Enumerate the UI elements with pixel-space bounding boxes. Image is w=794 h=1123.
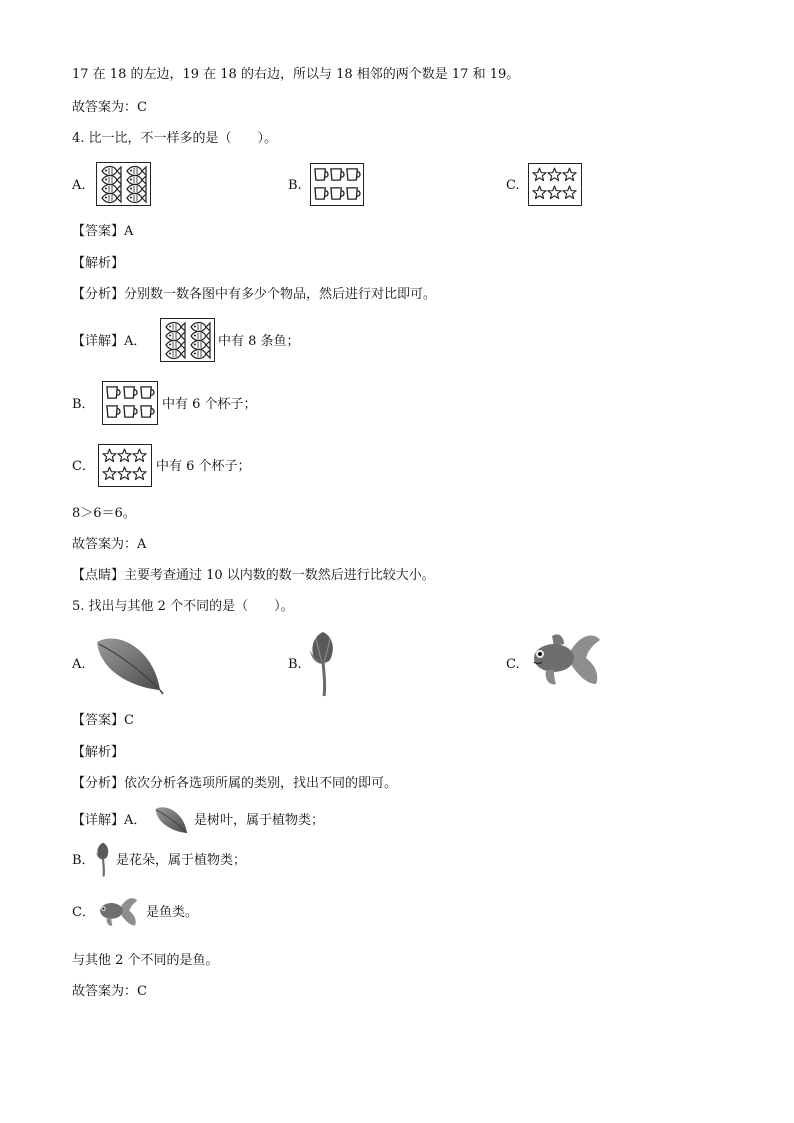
q4-analysis-header: 【解析】 bbox=[72, 256, 125, 271]
q4-detail-c-prefix: C． bbox=[72, 459, 95, 474]
q5-detail-a-prefix: 【详解】A． bbox=[72, 813, 147, 828]
q5-detail-b-flower-bud-picture bbox=[94, 840, 112, 878]
q4-detail-b-text: 中有 6 个杯子； bbox=[162, 397, 257, 412]
q5-answer: 【答案】C bbox=[72, 713, 134, 728]
q5-detail-a-text: 是树叶，属于植物类； bbox=[194, 813, 325, 828]
q4-tip: 【点睛】主要考查通过 10 以内数的数一数然后进行比较大小。 bbox=[72, 568, 435, 583]
q5-option-b-label: B. bbox=[288, 657, 302, 672]
q5-analysis: 【分析】依次分析各选项所属的类别，找出不同的即可。 bbox=[72, 776, 398, 791]
q5-conclusion: 与其他 2 个不同的是鱼。 bbox=[72, 953, 219, 968]
q5-detail-c-goldfish-picture bbox=[94, 894, 140, 930]
q4-comparison: 8＞6＝6。 bbox=[72, 506, 136, 521]
prev-explanation: 17 在 18 的左边，19 在 18 的右边，所以与 18 相邻的两个数是 17 和 19。 bbox=[72, 67, 520, 82]
q5-option-c-label: C. bbox=[506, 657, 520, 672]
q4-analysis: 【分析】分别数一数各图中有多少个物品，然后进行对比即可。 bbox=[72, 287, 437, 302]
q4-option-b-cups-picture bbox=[310, 163, 364, 206]
q5-option-c-goldfish-picture bbox=[524, 628, 604, 692]
q4-option-c-stars-picture bbox=[528, 163, 582, 206]
q5-option-b-flower-bud-picture bbox=[306, 628, 340, 698]
q4-option-a-fish-picture bbox=[96, 162, 151, 206]
q5-analysis-header: 【解析】 bbox=[72, 745, 125, 760]
q4-option-a-label: A. bbox=[72, 178, 86, 193]
q5-option-a-label: A. bbox=[72, 657, 86, 672]
q5-detail-b-text: 是花朵，属于植物类； bbox=[116, 853, 247, 868]
q4-detail-a-text: 中有 8 条鱼； bbox=[218, 334, 300, 349]
q5-option-a-leaf-picture bbox=[94, 632, 166, 696]
q5-detail-c-prefix: C． bbox=[72, 905, 95, 920]
q4-detail-b-prefix: B． bbox=[72, 397, 95, 412]
q5-detail-b-prefix: B． bbox=[72, 853, 95, 868]
q4-final-answer: 故答案为：A bbox=[72, 537, 147, 552]
q5-detail-c-text: 是鱼类。 bbox=[146, 905, 199, 920]
q4-answer: 【答案】A bbox=[72, 224, 134, 239]
q5-detail-a-leaf-picture bbox=[154, 804, 190, 836]
q4-question: 4. 比一比，不一样多的是（ ）。 bbox=[72, 131, 278, 146]
q4-detail-a-prefix: 【详解】A． bbox=[72, 334, 147, 349]
q5-final-answer: 故答案为：C bbox=[72, 984, 147, 999]
q4-detail-c-stars-picture bbox=[98, 444, 152, 487]
prev-final-answer: 故答案为：C bbox=[72, 100, 147, 115]
q4-option-c-label: C. bbox=[506, 178, 520, 193]
q4-detail-a-fish-picture bbox=[160, 318, 215, 362]
q4-detail-b-cups-picture bbox=[102, 381, 158, 425]
q4-detail-c-text: 中有 6 个杯子； bbox=[156, 459, 251, 474]
q4-option-b-label: B. bbox=[288, 178, 302, 193]
q5-question: 5. 找出与其他 2 个不同的是（ ）。 bbox=[72, 599, 294, 614]
